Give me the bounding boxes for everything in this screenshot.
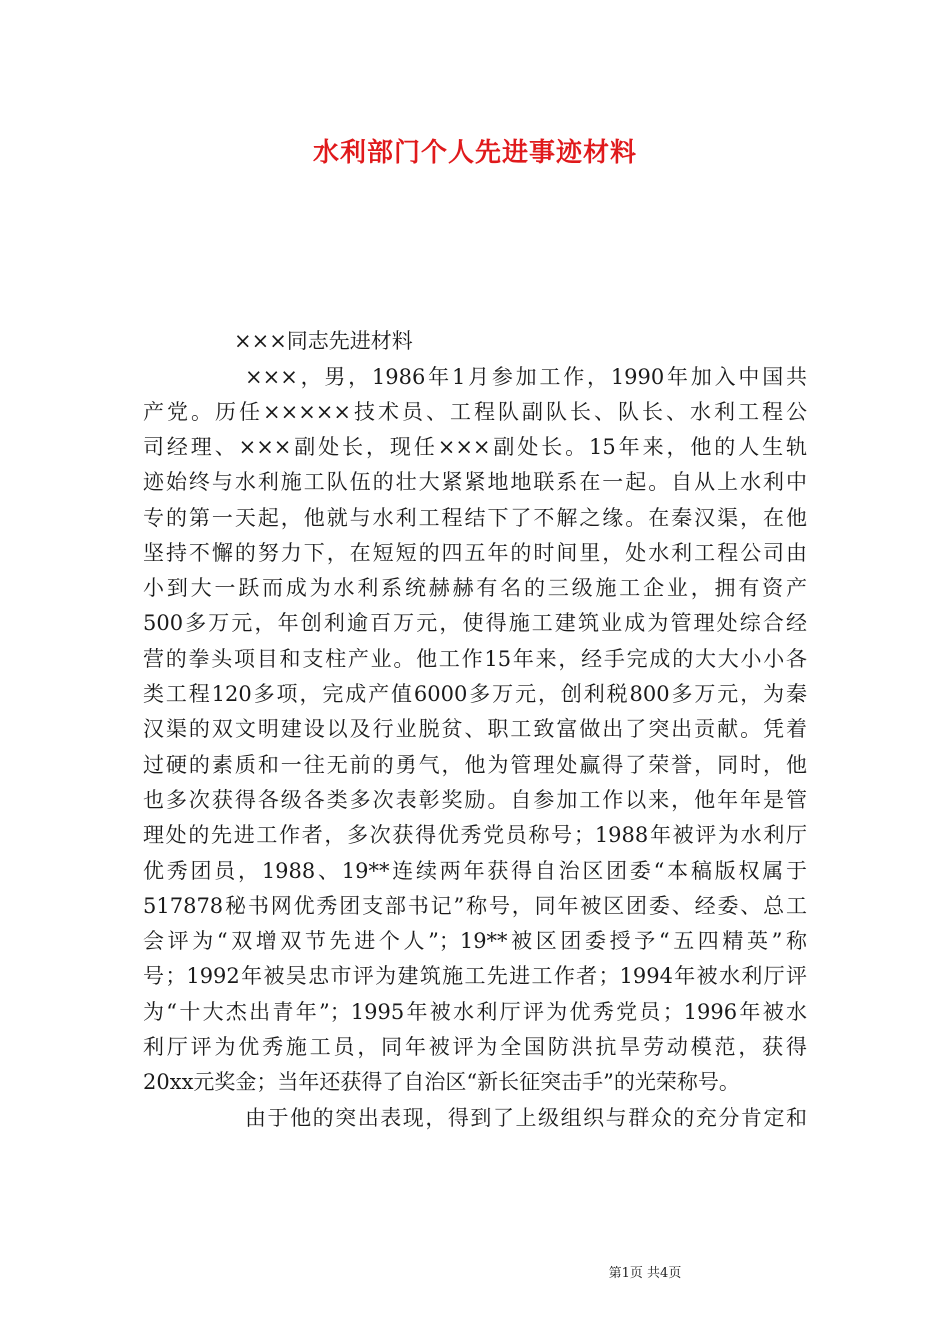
paragraph-line: 号；1992年被吴忠市评为建筑施工先进工作者；1994年被水利厅评 [143,964,807,988]
paragraph-line: 由于他的突出表现，得到了上级组织与群众的充分肯定和 [245,1106,807,1130]
paragraph-line: 理处的先进工作者，多次获得优秀党员称号；1988年被评为水利厅 [143,823,807,847]
document-title: 水利部门个人先进事迹材料 [312,138,637,168]
document-subtitle: ×××同志先进材料 [234,329,413,353]
paragraph-line: 利厅评为优秀施工员，同年被评为全国防洪抗旱劳动模范，获得 [143,1035,807,1059]
paragraph-line: 汉渠的双文明建设以及行业脱贫、职工致富做出了突出贡献。凭着 [143,717,807,741]
paragraph-line: 司经理、×××副处长，现任×××副处长。15年来，他的人生轨 [143,435,807,459]
paragraph-line: 产党。历任×××××技术员、工程队副队长、队长、水利工程公 [143,400,807,424]
paragraph-line: 20xx元奖金；当年还获得了自治区“新长征突击手”的光荣称号。 [143,1070,740,1094]
paragraph-line: 坚持不懈的努力下，在短短的四五年的时间里，处水利工程公司由 [143,541,807,565]
paragraph-line: 517878秘书网优秀团支部书记”称号，同年被区团委、经委、总工 [143,894,807,918]
paragraph-line: 会评为“双增双节先进个人”；19**被区团委授予“五四精英”称 [143,929,807,953]
paragraph-line: 过硬的素质和一往无前的勇气，他为管理处赢得了荣誉，同时，他 [143,753,807,777]
paragraph-line: 优秀团员，1988、19**连续两年获得自治区团委“本稿版权属于 [143,859,807,883]
page-footer: 第1页 共4页 [608,1266,682,1281]
paragraph-line: 专的第一天起，他就与水利工程结下了不解之缘。在秦汉渠，在他 [143,506,807,530]
paragraph-line: 营的拳头项目和支柱产业。他工作15年来，经手完成的大大小小各 [143,647,807,671]
paragraph-line: 迹始终与水利施工队伍的壮大紧紧地地联系在一起。自从上水利中 [143,470,807,494]
paragraph-line: 类工程120多项，完成产值6000多万元，创利税800多万元，为秦 [143,682,807,706]
paragraph-line: 500多万元，年创利逾百万元，使得施工建筑业成为管理处综合经 [143,611,807,635]
paragraph-line: 也多次获得各级各类多次表彰奖励。自参加工作以来，他年年是管 [143,788,807,812]
paragraph-line: 为“十大杰出青年”；1995年被水利厅评为优秀党员；1996年被水 [143,1000,807,1024]
paragraph-line: 小到大一跃而成为水利系统赫赫有名的三级施工企业，拥有资产 [143,576,807,600]
paragraph-line: ×××，男，1986年1月参加工作，1990年加入中国共 [245,365,807,389]
